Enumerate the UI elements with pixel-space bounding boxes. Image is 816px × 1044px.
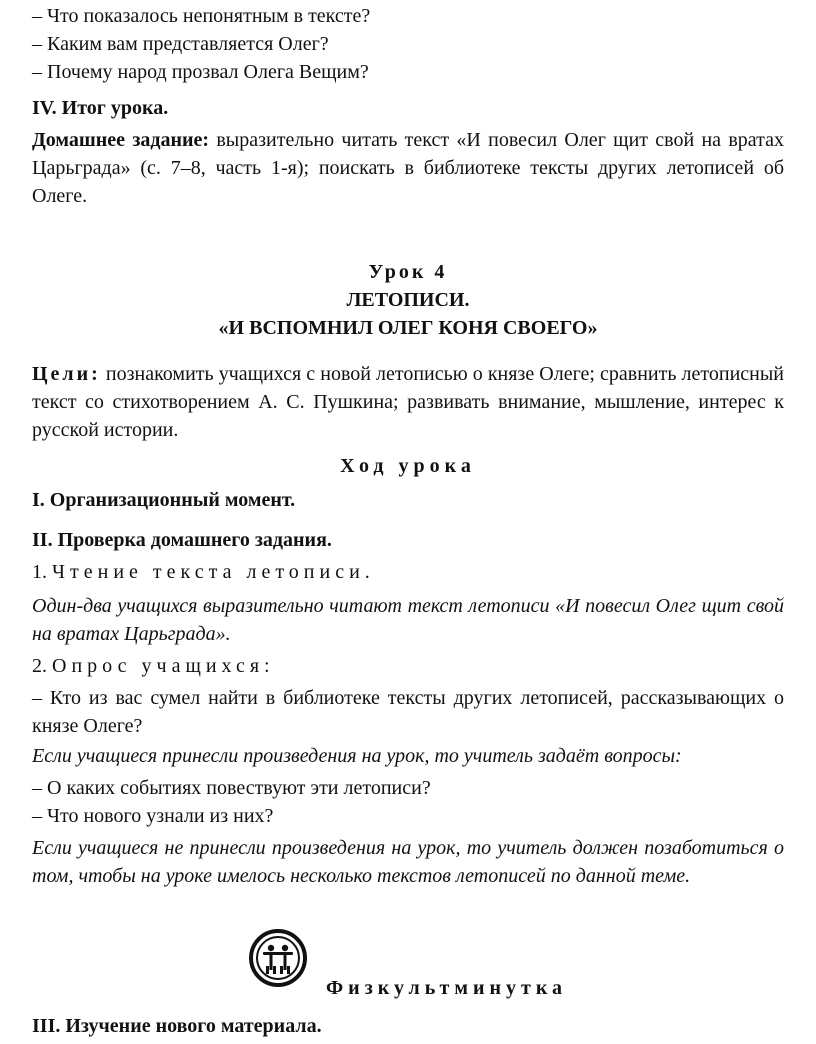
lesson-title-2: «И ВСПОМНИЛ ОЛЕГ КОНЯ СВОЕГО»: [218, 317, 598, 339]
step-1: [32, 558, 375, 586]
note-if-not: Если учащиеся не принесли произведения на урок, то учитель должен позаботиться о том, чтобы на уроке имелось несколько текстов летописей по данной теме.: [32, 837, 784, 887]
course-heading: Ход урока: [340, 455, 476, 477]
goals-paragraph: [32, 360, 784, 444]
lesson-number: Урок 4: [368, 261, 448, 283]
step-1-note: Один-два учащихся выразительно читают текст летописи «И повесил Олег щит свой на вратах Царьграда».: [32, 595, 784, 645]
step-1-number: 1.: [32, 561, 52, 583]
question-oleg: – Каким вам представляется Олег?: [32, 33, 329, 55]
exercise-label: Физкультминутка: [326, 977, 568, 999]
step-2: [32, 652, 275, 680]
question-found: – Кто из вас сумел найти в библиотеке тексты других летописей, рассказывающих о князе Олеге?: [32, 687, 784, 737]
two-figures-icon: [248, 928, 308, 988]
question-unclear: – Что показалось непонятным в тексте?: [32, 5, 371, 27]
question-new: – Что нового узнали из них?: [32, 805, 274, 827]
goals-label: Цели:: [32, 363, 101, 385]
step-2-number: 2.: [32, 655, 52, 677]
homework-text: выразительно читать текст «И повесил Олег щит свой на вратах Царьграда» (с. 7–8, часть 1-я); поискать в библиотеке тексты других летописей об Олеге.: [32, 129, 785, 207]
note-if-brought: Если учащиеся принесли произведения на урок, то учитель задаёт вопросы:: [32, 745, 682, 767]
section-iii-heading: III. Изучение нового материала.: [32, 1015, 322, 1037]
homework-label: Домашнее задание:: [32, 129, 210, 151]
question-events: – О каких событиях повествуют эти летописи?: [32, 777, 431, 799]
step-1-text: Чтение текста летописи.: [52, 561, 375, 583]
section-ii-heading: II. Проверка домашнего задания.: [32, 529, 332, 551]
step-2-text: Опрос учащихся:: [52, 655, 275, 677]
lesson-title-1: ЛЕТОПИСИ.: [346, 289, 470, 311]
question-prophetic: – Почему народ прозвал Олега Вещим?: [32, 61, 369, 83]
homework-paragraph: [32, 126, 784, 210]
goals-text: познакомить учащихся с новой летописью о князе Олеге; сравнить летописный текст со стихотворением А. С. Пушкина; развивать внимание, мышление, интерес к русской истории.: [32, 363, 784, 441]
section-iv-heading: IV. Итог урока.: [32, 97, 169, 119]
section-i-heading: I. Организационный момент.: [32, 489, 296, 511]
